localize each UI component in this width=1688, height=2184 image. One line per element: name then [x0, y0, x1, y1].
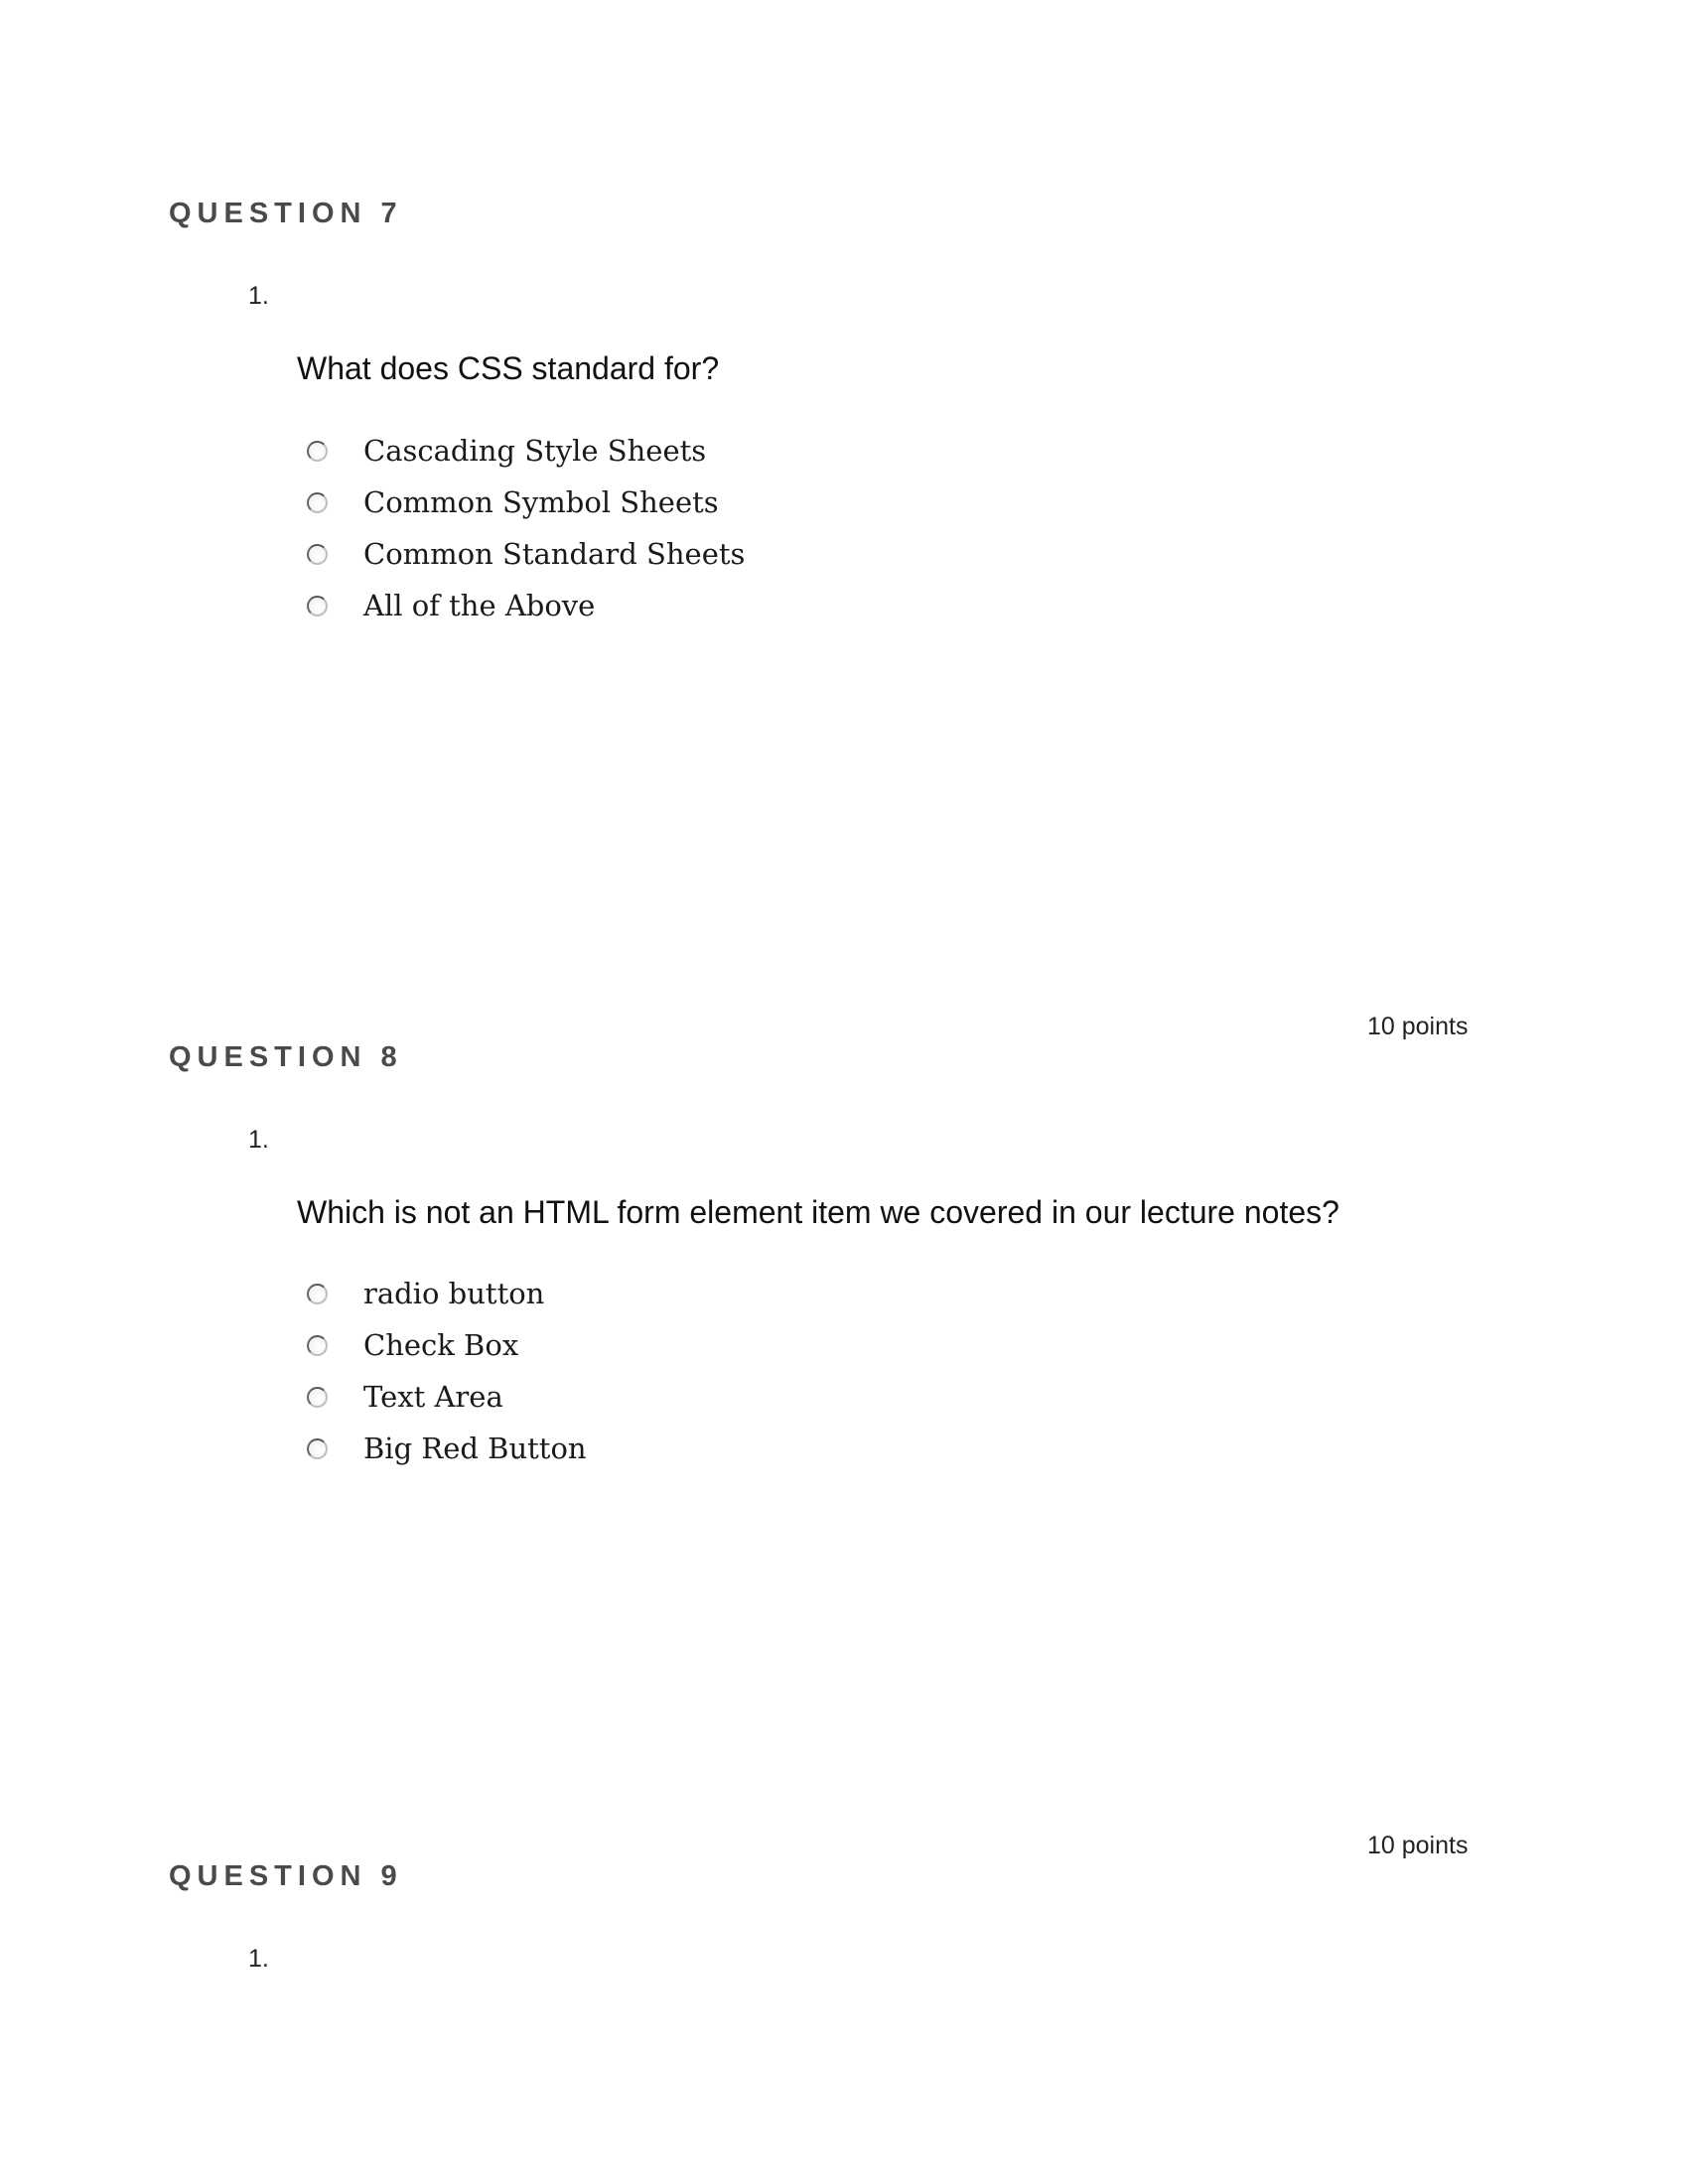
answer-option[interactable] [298, 1423, 587, 1474]
question-text: What does CSS standard for? [297, 350, 720, 386]
question-heading: QUESTION 8 [169, 1041, 403, 1073]
answer-option[interactable] [298, 1371, 587, 1423]
question-item-number: 1. [248, 282, 269, 310]
answer-option[interactable] [298, 580, 745, 631]
answer-option[interactable] [298, 1268, 587, 1319]
radio-button[interactable] [307, 1284, 328, 1304]
points-label: 10 points [1367, 1013, 1469, 1040]
answer-option-label: Common Symbol Sheets [363, 485, 719, 519]
radio-button[interactable] [307, 1335, 328, 1356]
question-item-number: 1. [248, 1945, 269, 1973]
answer-options [298, 425, 745, 631]
answer-option-label: radio button [363, 1277, 545, 1310]
answer-option[interactable] [298, 425, 745, 477]
answer-option[interactable] [298, 528, 745, 580]
points-label: 10 points [1367, 1832, 1469, 1859]
radio-button[interactable] [307, 1387, 328, 1408]
answer-option[interactable] [298, 1319, 587, 1371]
answer-option-label: Common Standard Sheets [363, 537, 746, 571]
answer-option-label: Big Red Button [363, 1432, 587, 1465]
answer-options [298, 1268, 587, 1474]
answer-option-label: Check Box [363, 1328, 519, 1362]
radio-button[interactable] [307, 596, 328, 616]
answer-option-label: All of the Above [363, 589, 596, 622]
question-heading: QUESTION 7 [169, 198, 403, 229]
radio-button[interactable] [307, 544, 328, 565]
answer-option-label: Cascading Style Sheets [363, 434, 707, 468]
radio-button[interactable] [307, 441, 328, 462]
question-heading: QUESTION 9 [169, 1860, 403, 1892]
answer-option-label: Text Area [363, 1380, 503, 1414]
radio-button[interactable] [307, 1438, 328, 1459]
question-item-number: 1. [248, 1126, 269, 1154]
radio-button[interactable] [307, 492, 328, 513]
question-text: Which is not an HTML form element item we covered in our lecture notes? [297, 1194, 1339, 1230]
answer-option[interactable] [298, 477, 745, 528]
